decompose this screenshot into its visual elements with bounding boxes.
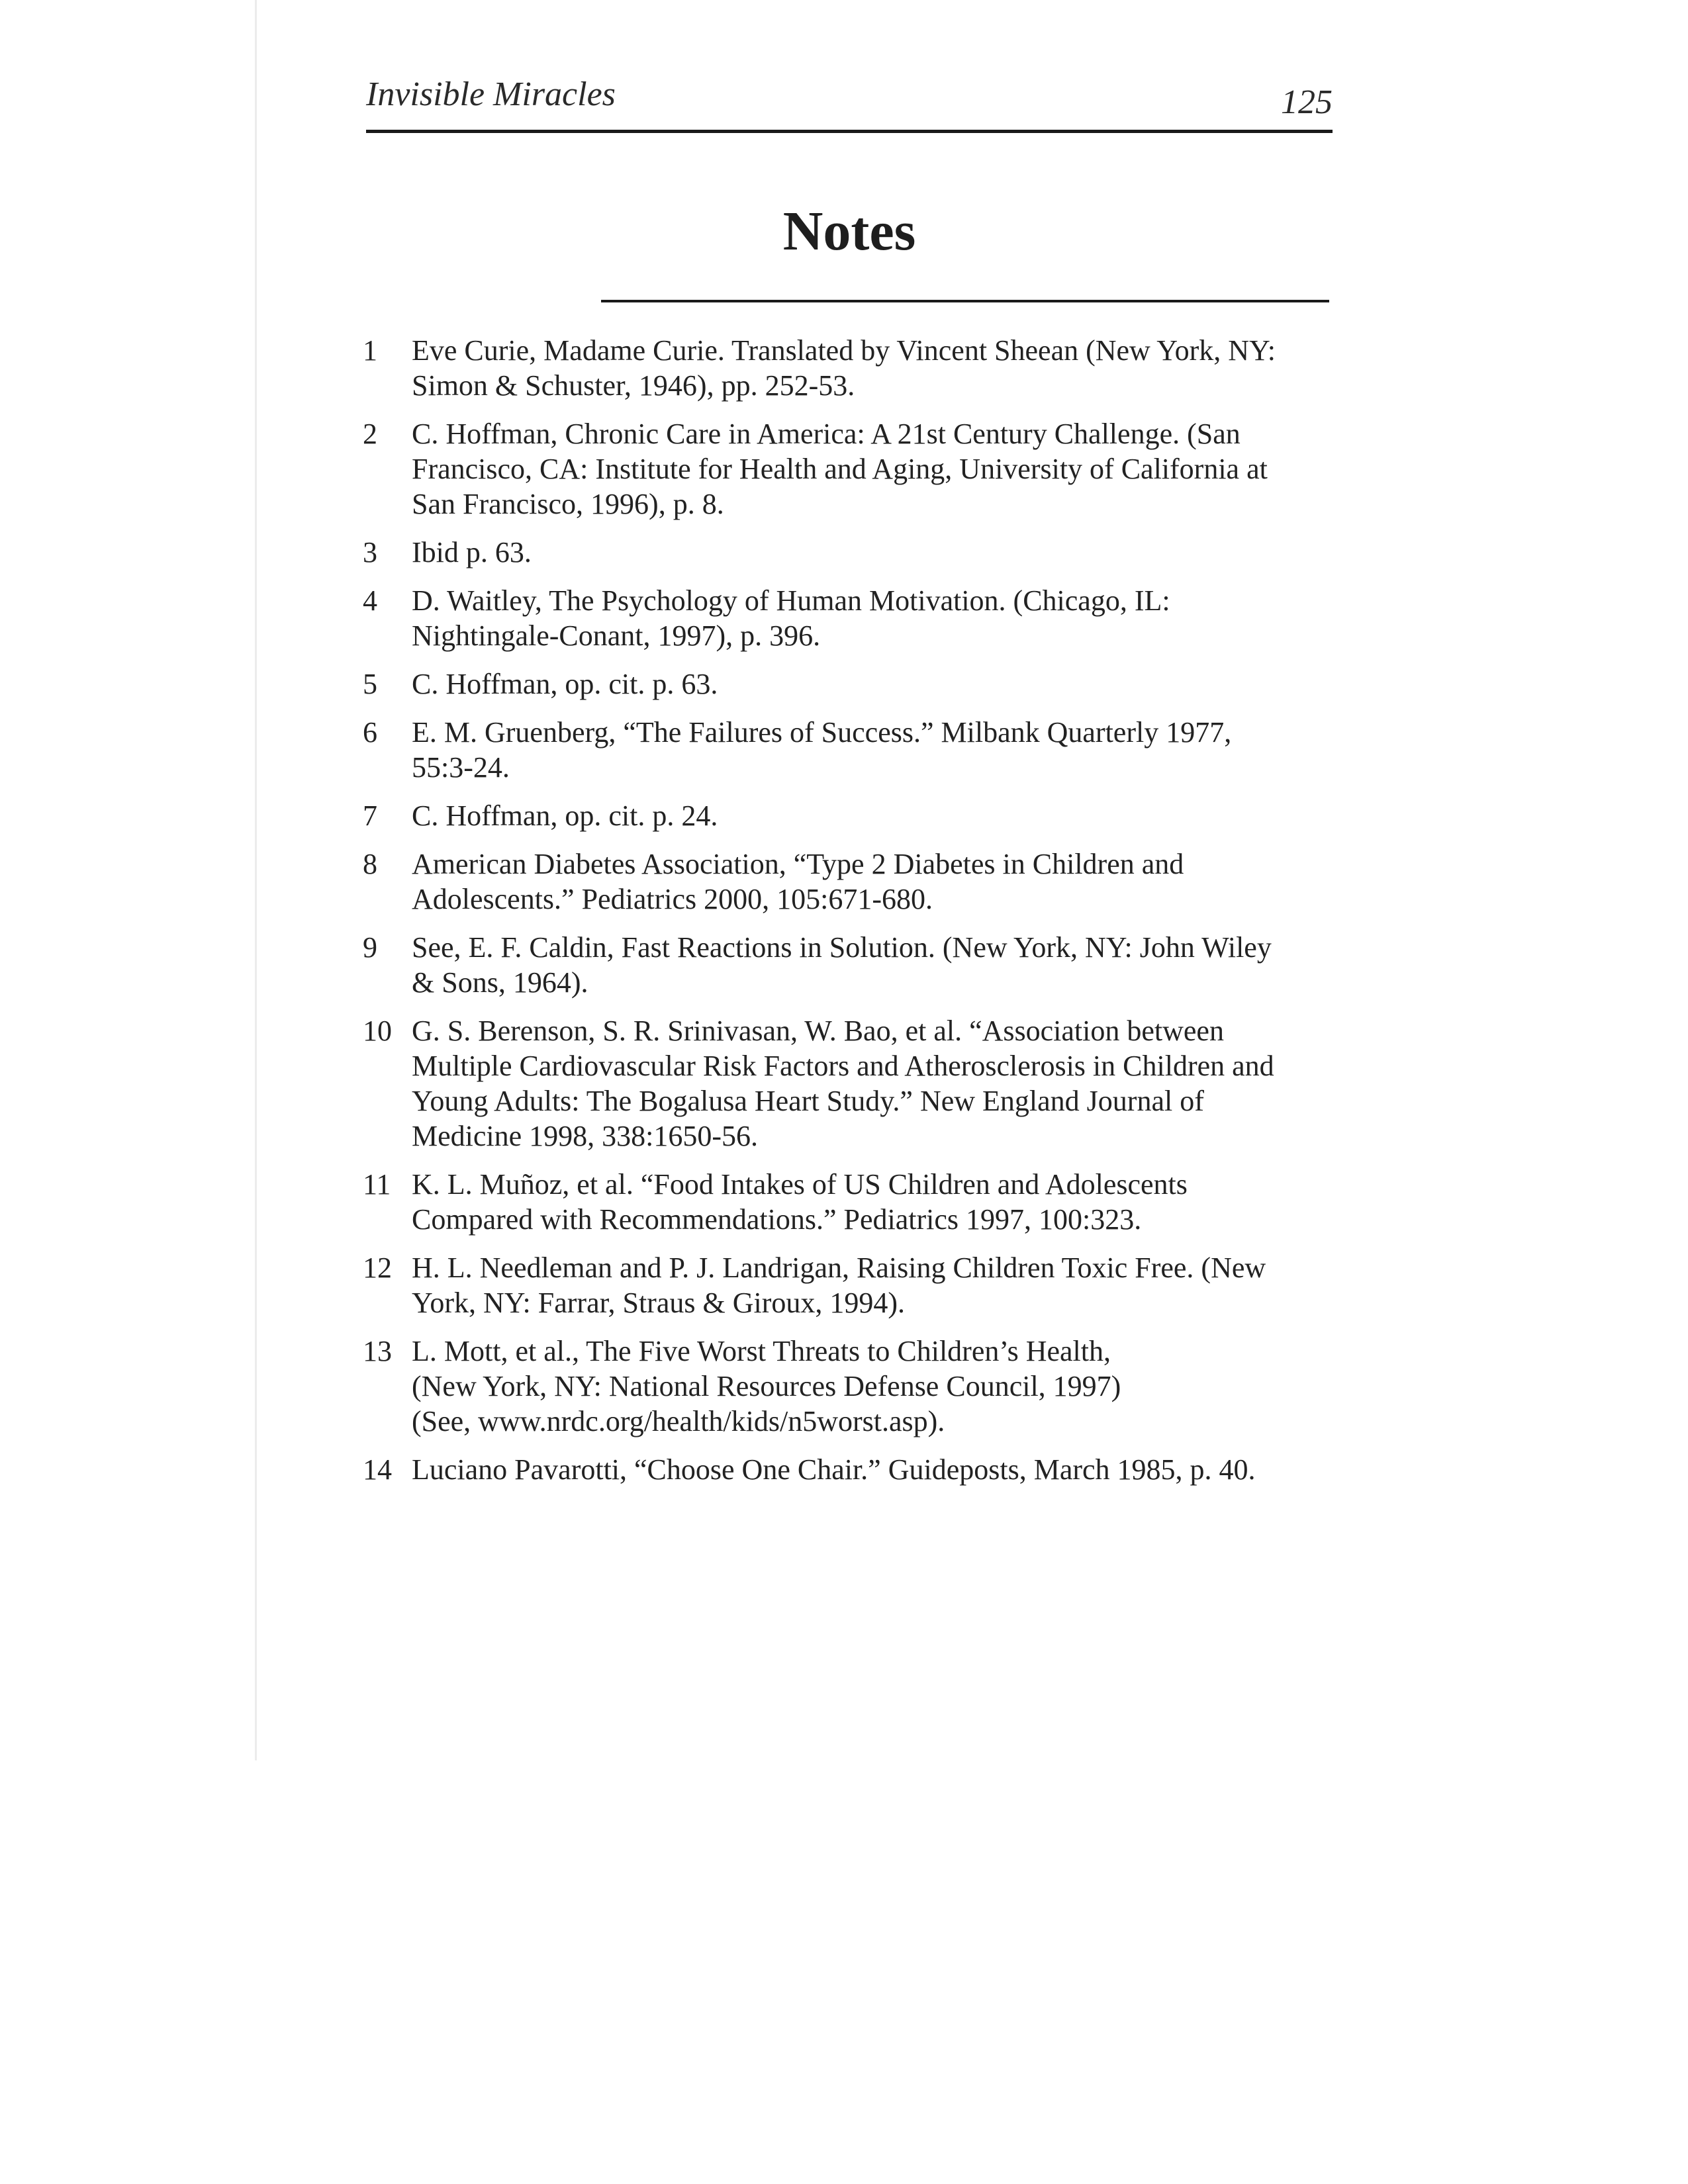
note-number: 1 [363,334,377,367]
note-text [412,715,1336,785]
note-number: 13 [363,1335,392,1367]
note-line: San Francisco, 1996), p. 8. [412,488,724,520]
note-line: G. S. Berenson, S. R. Srinivasan, W. Bao, et al. “Association between [412,1015,1224,1047]
note-text [412,333,1336,403]
note-line: York, NY: Farrar, Straus & Giroux, 1994). [412,1287,906,1319]
note-text [412,1013,1336,1154]
note-line: Medicine 1998, 338:1650-56. [412,1120,759,1152]
note-line: C. Hoffman, Chronic Care in America: A 21st Century Challenge. (San [412,418,1241,450]
note-line: Ibid p. 63. [412,536,532,569]
note-item [363,1334,1336,1439]
note-item [363,583,1336,653]
note-line: (See, www.nrdc.org/health/kids/n5worst.asp). [412,1405,945,1437]
note-line: 55:3-24. [412,751,510,784]
note-text [412,1167,1336,1237]
note-item [363,1452,1336,1487]
note-number: 12 [363,1251,392,1284]
note-item [363,535,1336,570]
note-number: 10 [363,1015,392,1047]
note-line: & Sons, 1964). [412,966,588,999]
note-text [412,846,1336,917]
note-line: Young Adults: The Bogalusa Heart Study.” New England Journal of [412,1085,1204,1117]
note-line: D. Waitley, The Psychology of Human Motivation. (Chicago, IL: [412,584,1170,617]
note-line: Nightingale-Conant, 1997), p. 396. [412,619,821,652]
note-item [363,846,1336,917]
note-number: 2 [363,418,377,450]
note-number: 8 [363,848,377,880]
note-item [363,715,1336,785]
note-text [412,1334,1336,1439]
note-line: Luciano Pavarotti, “Choose One Chair.” Guideposts, March 1985, p. 40. [412,1453,1256,1486]
note-text [412,666,1336,702]
gutter-shadow [255,0,257,1760]
note-item [363,1013,1336,1154]
note-number: 4 [363,584,377,617]
note-text [412,1250,1336,1320]
note-text [412,416,1336,522]
note-line: See, E. F. Caldin, Fast Reactions in Solution. (New York, NY: John Wiley [412,931,1272,964]
note-number: 11 [363,1168,391,1201]
note-text [412,1452,1336,1487]
note-line: K. L. Muñoz, et al. “Food Intakes of US Children and Adolescents [412,1168,1188,1201]
note-line: Compared with Recommendations.” Pediatrics 1997, 100:323. [412,1203,1142,1236]
note-item [363,666,1336,702]
section-title: Notes [782,201,916,262]
note-line: H. L. Needleman and P. J. Landrigan, Raising Children Toxic Free. (New [412,1251,1266,1284]
page-number: 125 [1281,83,1333,121]
note-number: 14 [363,1453,392,1486]
note-line: C. Hoffman, op. cit. p. 24. [412,799,718,832]
note-line: (New York, NY: National Resources Defense Council, 1997) [412,1370,1121,1402]
note-number: 7 [363,799,377,832]
running-head [366,71,1333,138]
note-item [363,333,1336,403]
note-text [412,798,1336,833]
note-line: L. Mott, et al., The Five Worst Threats to Children’s Health, [412,1335,1111,1367]
note-text [412,583,1336,653]
note-line: Multiple Cardiovascular Risk Factors and Atherosclerosis in Children and [412,1050,1274,1082]
note-item [363,930,1336,1000]
note-line: Eve Curie, Madame Curie. Translated by Vincent Sheean (New York, NY: [412,334,1276,367]
note-item [363,798,1336,833]
note-line: E. M. Gruenberg, “The Failures of Success.” Milbank Quarterly 1977, [412,716,1232,749]
note-text [412,930,1336,1000]
note-item [363,1250,1336,1320]
note-item [363,1167,1336,1237]
note-line: Adolescents.” Pediatrics 2000, 105:671-680. [412,883,933,915]
notes-list [363,333,1336,1500]
note-number: 3 [363,536,377,569]
note-number: 6 [363,716,377,749]
note-line: C. Hoffman, op. cit. p. 63. [412,668,718,700]
note-item [363,416,1336,522]
title-rule [601,300,1329,302]
note-line: American Diabetes Association, “Type 2 Diabetes in Children and [412,848,1184,880]
note-number: 5 [363,668,377,700]
note-line: Francisco, CA: Institute for Health and Aging, University of California at [412,453,1268,485]
header-rule [366,130,1333,133]
note-text [412,535,1336,570]
note-number: 9 [363,931,377,964]
running-title: Invisible Miracles [366,75,616,113]
note-line: Simon & Schuster, 1946), pp. 252-53. [412,369,855,402]
